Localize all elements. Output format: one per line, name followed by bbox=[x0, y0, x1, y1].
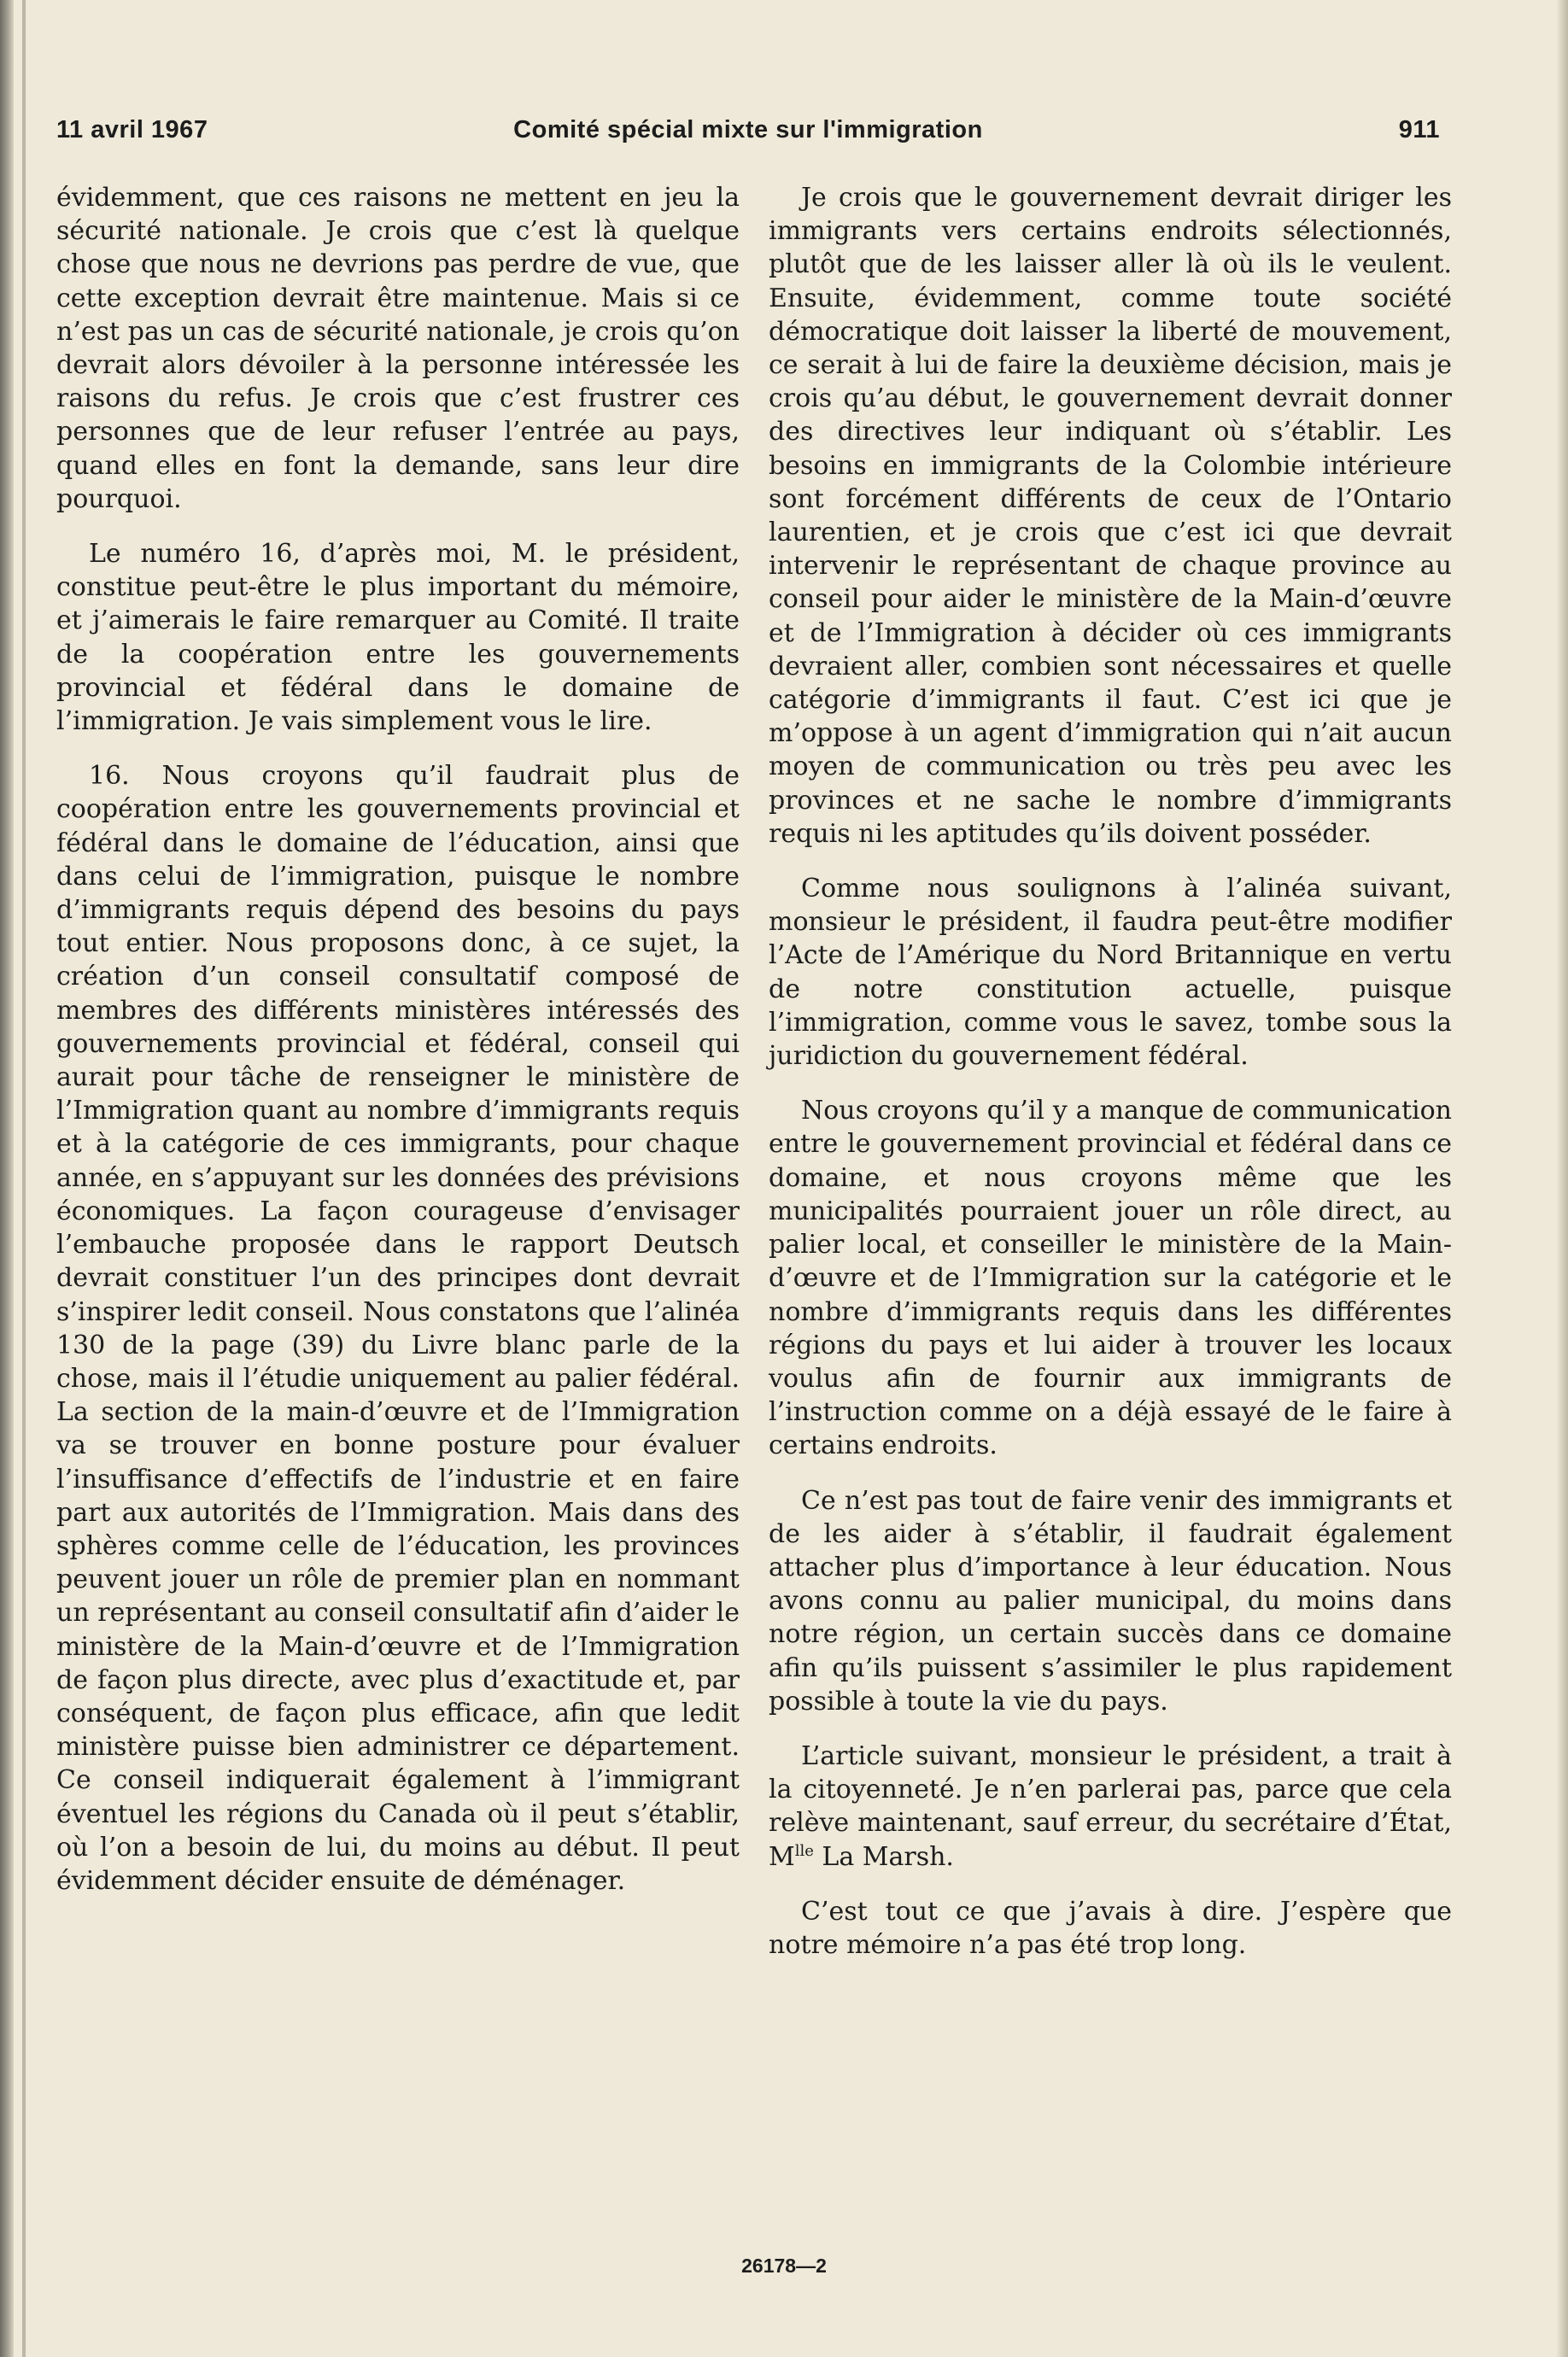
paragraph: évidemment, que ces raisons ne mettent en jeu la sécurité nationale. Je crois que c’est là quelque chose que nous ne devrions pas perdre de vue, que cette exception devrait être maintenue. Mais si ce n’est pas un cas de sécurité nationale, je crois qu’on devrait alors dévoiler à la personne intéressée les raisons du refus. Je crois que c’est frustrer ces personnes que de leur refuser l’entrée au pays, quand elles en font la demande, sans leur dire pourquoi. bbox=[56, 183, 740, 514]
paragraph: Je crois que le gouvernement devrait diriger les immigrants vers certains endroits sélectionnés, plutôt que de les laisser aller là où ils le veulent. Ensuite, évidemment, comme toute société démocratique doit laisser la liberté de mouvement, ce serait à lui de faire la deuxième décision, mais je crois qu’au début, le gouvernement devrait donner des directives leur indiquant où s’établir. Les besoins en immigrants de la Colombie intérieure sont forcément différents de ceux de l’Ontario laurentien, et je crois que c’est ici que devrait intervenir le représentant de chaque province au conseil pour aider le ministère de la Main-d’œuvre et de l’Immigration à décider où ces immigrants devraient aller, combien sont nécessaires et quelle catégorie d’immigrants il faut. C’est ici que je m’oppose à un agent d’immigration qui n’ait aucun moyen de communication ou très peu avec les provinces et ne sache le nombre d’immigrants requis ni les aptitudes qu’ils doivent posséder. bbox=[769, 183, 1452, 849]
paragraph-text: La Marsh. bbox=[813, 1841, 954, 1872]
page-number: 911 bbox=[1398, 116, 1440, 143]
left-column bbox=[56, 181, 740, 1919]
paragraph: C’est tout ce que j’avais à dire. J’espère que notre mémoire n’a pas été trop long. bbox=[769, 1896, 1452, 1960]
header-date: 11 avril 1967 bbox=[56, 116, 208, 143]
printer-signature: 26178—2 bbox=[741, 2255, 827, 2277]
paragraph bbox=[769, 1740, 1452, 1874]
paragraph: Ce n’est pas tout de faire venir des immigrants et de les aider à s’établir, il faudrait également attacher plus d’importance à leur éducation. Nous avons connu au palier municipal, du moins dans notre région, un certain succès dans ce domaine afin qu’ils puissent s’assimiler le plus rapidement possible à toute la vie du pays. bbox=[769, 1485, 1452, 1717]
paragraph: Le numéro 16, d’après moi, M. le président, constitue peut-être le plus important du mémoire, et j’aimerais le faire remarquer au Comité. Il traite de la coopération entre les gouvernements provincial et fédéral dans le domaine de l’immigration. Je vais simplement vous le lire. bbox=[56, 539, 740, 737]
paragraph: Nous croyons qu’il y a manque de communication entre le gouvernement provincial et fédéral dans ce domaine, et nous croyons même que les municipalités pourraient jouer un rôle direct, au palier local, et conseiller le ministère de la Main-d’œuvre et de l’Immigration sur la catégorie et le nombre d’immigrants requis dans les différentes régions du pays et lui aider à trouver les locaux voulus afin de fournir aux immigrants de l’instruction comme on a déjà essayé de le faire à certains endroits. bbox=[769, 1096, 1452, 1461]
paragraph: Comme nous soulignons à l’alinéa suivant, monsieur le président, il faudra peut-être modifier l’Acte de l’Amérique du Nord Britannique en vertu de notre constitution actuelle, puisque l’immigration, comme vous le savez, tombe sous la juridiction du gouvernement fédéral. bbox=[769, 874, 1452, 1072]
superscript: lle bbox=[794, 1841, 814, 1860]
right-column bbox=[769, 181, 1452, 1983]
page-binding-edge bbox=[0, 0, 14, 2357]
paragraph-text: L’article suivant, monsieur le président, a trait à la citoyenneté. Je n’en parlerai pas, parce que cela relève maintenant, sauf erreur, du secrétaire d’État, M bbox=[769, 1740, 1452, 1872]
page-right-edge bbox=[1556, 0, 1568, 2357]
binding-line bbox=[22, 0, 26, 2357]
running-header bbox=[56, 116, 1440, 155]
quoted-item-16: 16. Nous croyons qu’il faudrait plus de coopération entre les gouvernements provincial et fédéral dans le domaine de l’éducation, ainsi que dans celui de l’immigration, puisque le nombre d’immigrants requis dépend des besoins du pays tout entier. Nous proposons donc, à ce sujet, la création d’un conseil consultatif composé de membres des différents ministères intéressés des gouvernements provincial et fédéral, conseil qui aurait pour tâche de renseigner le ministère de l’Immigration quant au nombre d’immigrants requis et à la catégorie de ces immigrants, pour chaque année, en s’appuyant sur les données des prévisions économiques. La façon courageuse d’envisager l’embauche proposée dans le rapport Deutsch devrait constituer l’un des principes dont devrait s’inspirer ledit conseil. Nous constatons que l’alinéa 130 de la page (39) du Livre blanc parle de la chose, mais il l’étudie uniquement au palier fédéral. La section de la main-d’œuvre et de l’Immigration va se trouver en bonne posture pour évaluer l’insuffisance d’effectifs de l’industrie et en faire part aux autorités de l’Immigration. Mais dans des sphères comme celle de l’éducation, les provinces peuvent jouer un rôle de premier plan en nommant un représentant au conseil consultatif afin d’aider le ministère de la Main-d’œuvre et de l’Immigration de façon plus directe, avec plus d’exactitude et, par conséquent, de façon plus efficace, afin que ledit ministère puisse bien administrer ce département. Ce conseil indiquerait également à l’immigrant éventuel les régions du Canada où il peut s’établir, où l’on a besoin de lui, du moins au début. Il peut évidemment décider ensuite de déménager. bbox=[56, 761, 740, 1896]
header-title: Comité spécial mixte sur l'immigration bbox=[513, 116, 983, 143]
